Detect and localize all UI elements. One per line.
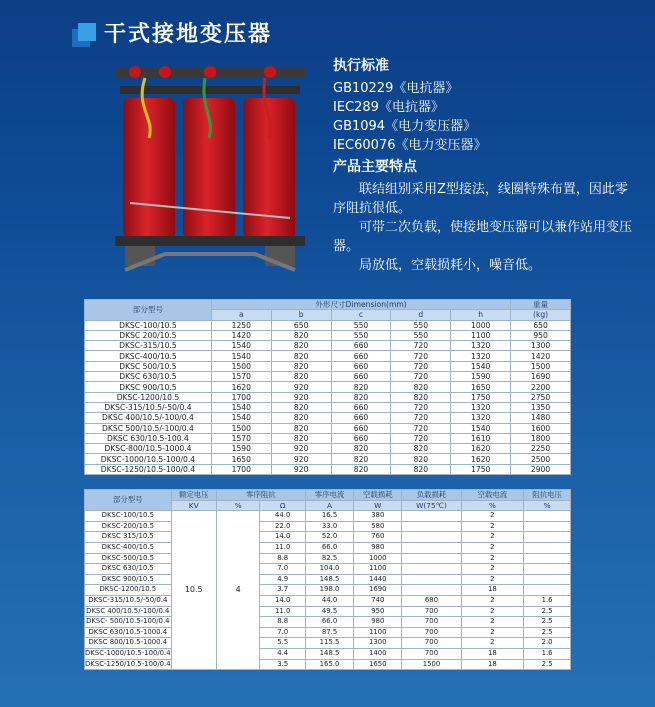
table-row bbox=[85, 433, 571, 443]
header-impedance-voltage: 阻抗电压 bbox=[524, 490, 571, 501]
model-cell: DKSC 200/10.5 bbox=[85, 330, 212, 340]
value-cell: 1400 bbox=[354, 648, 402, 659]
value-cell bbox=[524, 553, 571, 564]
value-cell: 66.0 bbox=[305, 617, 353, 628]
value-cell: 1600 bbox=[511, 423, 571, 433]
unit-cell: % bbox=[524, 500, 571, 511]
value-cell: 820 bbox=[331, 392, 391, 402]
value-cell: 2900 bbox=[511, 464, 571, 474]
value-cell: 1620 bbox=[211, 382, 271, 392]
table-row bbox=[85, 320, 571, 330]
model-cell: DKSC-315/10.5/-50/0.4 bbox=[85, 402, 212, 412]
spec-text bbox=[333, 57, 633, 275]
value-cell: 4.4 bbox=[260, 648, 305, 659]
table-row bbox=[85, 595, 571, 606]
value-cell: 660 bbox=[331, 413, 391, 423]
value-cell: 52.0 bbox=[305, 532, 353, 543]
value-cell bbox=[524, 542, 571, 553]
value-cell: 2 bbox=[461, 638, 524, 649]
value-cell: 8.8 bbox=[260, 553, 305, 564]
title-block bbox=[78, 12, 272, 52]
value-cell: 920 bbox=[271, 392, 331, 402]
value-cell: 550 bbox=[391, 330, 451, 340]
value-cell: 11.0 bbox=[260, 606, 305, 617]
value-cell: 1690 bbox=[511, 372, 571, 382]
value-cell: 1100 bbox=[354, 564, 402, 575]
value-cell: 820 bbox=[391, 464, 451, 474]
value-cell: 2 bbox=[461, 532, 524, 543]
value-cell: 5.5 bbox=[260, 638, 305, 649]
value-cell: 820 bbox=[331, 454, 391, 464]
value-cell: 820 bbox=[271, 351, 331, 361]
electrical-table bbox=[84, 489, 571, 670]
table-row bbox=[85, 585, 571, 596]
unit-cell: % bbox=[216, 500, 260, 511]
value-cell: 2750 bbox=[511, 392, 571, 402]
value-cell: 1420 bbox=[511, 351, 571, 361]
table-row bbox=[85, 638, 571, 649]
value-cell: 2 bbox=[461, 521, 524, 532]
value-cell: 920 bbox=[271, 382, 331, 392]
table-row bbox=[85, 444, 571, 454]
value-cell: 920 bbox=[271, 454, 331, 464]
value-cell: 1000 bbox=[354, 553, 402, 564]
value-cell: 1.6 bbox=[524, 595, 571, 606]
value-cell: 2 bbox=[461, 553, 524, 564]
value-cell: 2 bbox=[461, 564, 524, 575]
value-cell: 14.0 bbox=[260, 595, 305, 606]
value-cell: 1700 bbox=[211, 464, 271, 474]
header-dim-col: c bbox=[331, 310, 391, 320]
value-cell: 1610 bbox=[451, 433, 511, 443]
value-cell: 1650 bbox=[451, 382, 511, 392]
value-cell: 820 bbox=[271, 341, 331, 351]
value-cell: 2 bbox=[461, 595, 524, 606]
value-cell: 1320 bbox=[451, 413, 511, 423]
value-cell: 2250 bbox=[511, 444, 571, 454]
value-cell: 18 bbox=[461, 585, 524, 596]
model-cell: DKSC 900/10.5 bbox=[85, 382, 212, 392]
value-cell: 2.0 bbox=[524, 638, 571, 649]
value-cell: 7.0 bbox=[260, 564, 305, 575]
value-cell: 1420 bbox=[211, 330, 271, 340]
value-cell: 720 bbox=[391, 351, 451, 361]
unit-cell: W(75℃) bbox=[402, 500, 461, 511]
value-cell: 1700 bbox=[211, 392, 271, 402]
value-cell: 18 bbox=[461, 648, 524, 659]
value-cell: 2.5 bbox=[524, 627, 571, 638]
value-cell: 1620 bbox=[451, 454, 511, 464]
table-row bbox=[85, 532, 571, 543]
value-cell: 1570 bbox=[211, 372, 271, 382]
features-heading: 产品主要特点 bbox=[333, 159, 417, 175]
table-row bbox=[85, 413, 571, 423]
header-weight-unit: (kg) bbox=[511, 310, 571, 320]
value-cell: 1300 bbox=[354, 638, 402, 649]
model-cell: DKSC 500/10.5 bbox=[85, 361, 212, 371]
table-row bbox=[85, 341, 571, 351]
value-cell: 720 bbox=[391, 433, 451, 443]
table-row bbox=[85, 361, 571, 371]
model-cell: DKSC- 500/10.5-100/0.4 bbox=[86, 617, 170, 626]
model-cell: DKSC 800/10.5-1000.4 bbox=[85, 638, 172, 649]
value-cell: 820 bbox=[271, 330, 331, 340]
value-cell bbox=[402, 574, 461, 585]
table-row bbox=[85, 511, 571, 522]
value-cell: 1500 bbox=[511, 361, 571, 371]
value-cell: 820 bbox=[391, 392, 451, 402]
value-cell: 720 bbox=[391, 402, 451, 412]
value-cell: 1440 bbox=[354, 574, 402, 585]
header-rated-voltage: 额定电压 bbox=[171, 490, 216, 501]
value-cell: 660 bbox=[331, 423, 391, 433]
value-cell: 550 bbox=[331, 320, 391, 330]
model-cell: DKSC-500/10.5 bbox=[85, 553, 172, 564]
value-cell: 740 bbox=[354, 595, 402, 606]
value-cell bbox=[402, 553, 461, 564]
model-cell: DKSC-800/10.5-1000.4 bbox=[85, 444, 212, 454]
table-row bbox=[85, 627, 571, 638]
value-cell: 1620 bbox=[451, 444, 511, 454]
dimensions-table-body bbox=[85, 320, 571, 474]
value-cell: 580 bbox=[354, 521, 402, 532]
header-load-loss: 负载损耗 bbox=[402, 490, 461, 501]
value-cell: 3.7 bbox=[260, 585, 305, 596]
value-cell: 14.0 bbox=[260, 532, 305, 543]
table-row bbox=[85, 542, 571, 553]
value-cell: 1540 bbox=[211, 413, 271, 423]
value-cell: 720 bbox=[391, 341, 451, 351]
value-cell: 680 bbox=[402, 595, 461, 606]
model-cell: DKSC 900/10.5 bbox=[85, 574, 172, 585]
value-cell: 660 bbox=[331, 372, 391, 382]
model-cell: DKSC 630/10.5 bbox=[85, 372, 212, 382]
value-cell: 1500 bbox=[211, 361, 271, 371]
value-cell bbox=[524, 585, 571, 596]
model-cell: DKSC 630/10.5-1000.4 bbox=[85, 627, 172, 638]
value-cell: 2 bbox=[461, 627, 524, 638]
table-row bbox=[85, 423, 571, 433]
table-row bbox=[85, 372, 571, 382]
value-cell: 82.5 bbox=[305, 553, 353, 564]
value-cell: 820 bbox=[271, 413, 331, 423]
header-zero-seq-current: 零序电流 bbox=[305, 490, 353, 501]
value-cell: 720 bbox=[391, 413, 451, 423]
value-cell bbox=[524, 564, 571, 575]
value-cell: 820 bbox=[271, 423, 331, 433]
value-cell: 2500 bbox=[511, 454, 571, 464]
model-cell: DKSC-100/10.5 bbox=[85, 511, 172, 522]
value-cell: 700 bbox=[402, 627, 461, 638]
value-cell: 820 bbox=[271, 433, 331, 443]
value-cell: 2 bbox=[461, 542, 524, 553]
value-cell: 2 bbox=[461, 617, 524, 628]
value-cell: 11.0 bbox=[260, 542, 305, 553]
unit-cell: KV bbox=[171, 500, 216, 511]
value-cell: 1250 bbox=[211, 320, 271, 330]
value-cell: 2.5 bbox=[524, 606, 571, 617]
table-row bbox=[85, 351, 571, 361]
value-cell bbox=[524, 521, 571, 532]
model-cell: DKSC-1200/10.5 bbox=[85, 392, 212, 402]
model-cell: DKSC 500/10.5/-100/0.4 bbox=[85, 423, 212, 433]
value-cell: 820 bbox=[271, 402, 331, 412]
header-zero-seq-impedance: 零序阻抗 bbox=[216, 490, 305, 501]
header-no-load-loss: 空载损耗 bbox=[354, 490, 402, 501]
value-cell: 660 bbox=[331, 341, 391, 351]
value-cell bbox=[402, 532, 461, 543]
value-cell: 1800 bbox=[511, 433, 571, 443]
value-cell: 87.5 bbox=[305, 627, 353, 638]
table-row bbox=[85, 659, 571, 670]
table-row bbox=[85, 521, 571, 532]
table-row bbox=[85, 564, 571, 575]
value-cell: 16.5 bbox=[305, 511, 353, 522]
value-cell: 760 bbox=[354, 532, 402, 543]
model-cell: DKSC 630/10.5-100.4 bbox=[85, 433, 212, 443]
value-cell: 1100 bbox=[354, 627, 402, 638]
value-cell: 44.0 bbox=[260, 511, 305, 522]
model-cell: DKSC-400/10.5 bbox=[85, 542, 172, 553]
value-cell: 1100 bbox=[451, 330, 511, 340]
table-row bbox=[85, 553, 571, 564]
model-cell: DKSC-200/10.5 bbox=[85, 521, 172, 532]
value-cell: 22.0 bbox=[260, 521, 305, 532]
value-cell: 198.0 bbox=[305, 585, 353, 596]
electrical-table-body bbox=[85, 511, 571, 670]
standard-item: IEC289《电抗器》 bbox=[333, 100, 444, 115]
header-dim-col: b bbox=[271, 310, 331, 320]
value-cell: 720 bbox=[391, 361, 451, 371]
model-cell: DKSC 400/10.5/-100/0.4 bbox=[86, 606, 170, 615]
value-cell: 1480 bbox=[511, 413, 571, 423]
value-cell: 104.0 bbox=[305, 564, 353, 575]
value-cell: 820 bbox=[271, 361, 331, 371]
model-cell: DKSC-315/10.5/-50/0.4 bbox=[85, 595, 172, 606]
value-cell: 950 bbox=[511, 330, 571, 340]
value-cell: 700 bbox=[402, 617, 461, 628]
value-cell: 820 bbox=[391, 382, 451, 392]
value-cell: 650 bbox=[271, 320, 331, 330]
standard-item: GB10229《电抗器》 bbox=[333, 81, 459, 96]
model-cell: DKSC-100/10.5 bbox=[85, 320, 212, 330]
value-cell: 380 bbox=[354, 511, 402, 522]
value-cell: 660 bbox=[331, 361, 391, 371]
value-cell: 820 bbox=[331, 444, 391, 454]
value-cell: 980 bbox=[354, 542, 402, 553]
model-cell: DKSC-1000/10.5-100/0.4 bbox=[85, 649, 171, 657]
title-square-icon bbox=[78, 23, 96, 41]
feature-paragraph: 可带二次负载，使接地变压器可以兼作站用变压器。 bbox=[333, 220, 633, 254]
value-cell: 1300 bbox=[511, 341, 571, 351]
value-cell: 1320 bbox=[451, 402, 511, 412]
value-cell: 1540 bbox=[211, 351, 271, 361]
value-cell bbox=[524, 574, 571, 585]
value-cell: 660 bbox=[331, 351, 391, 361]
unit-cell: A bbox=[305, 500, 353, 511]
model-cell: DKSC-1250/10.5-100/0.4 bbox=[85, 464, 212, 474]
table-row bbox=[85, 382, 571, 392]
value-cell: 950 bbox=[354, 606, 402, 617]
feature-paragraph: 局放低，空载损耗小，噪音低。 bbox=[359, 258, 542, 273]
value-cell: 1540 bbox=[211, 402, 271, 412]
model-cell: DKSC-1200/10.5 bbox=[85, 585, 172, 596]
value-cell: 700 bbox=[402, 648, 461, 659]
value-cell: 650 bbox=[511, 320, 571, 330]
table-row bbox=[85, 402, 571, 412]
value-cell: 4.9 bbox=[260, 574, 305, 585]
value-cell: 1000 bbox=[451, 320, 511, 330]
value-cell: 660 bbox=[331, 433, 391, 443]
model-cell: DKSC-1000/10.5-100/0.4 bbox=[85, 454, 212, 464]
dimensions-table bbox=[84, 299, 571, 475]
model-cell: DKSC 630/10.5 bbox=[85, 564, 172, 575]
header-model: 部分型号 bbox=[85, 490, 172, 511]
value-cell: 1540 bbox=[451, 423, 511, 433]
value-cell bbox=[402, 564, 461, 575]
value-cell: 1750 bbox=[451, 464, 511, 474]
value-cell: 1500 bbox=[402, 659, 461, 670]
value-cell: 115.5 bbox=[305, 638, 353, 649]
value-cell bbox=[402, 542, 461, 553]
value-cell: 1590 bbox=[451, 372, 511, 382]
value-cell: 660 bbox=[331, 402, 391, 412]
header-dim-col: h bbox=[451, 310, 511, 320]
standard-item: GB1094《电力变压器》 bbox=[333, 119, 477, 134]
value-cell: 2 bbox=[461, 606, 524, 617]
table-row bbox=[85, 606, 571, 617]
header-dim-col: a bbox=[211, 310, 271, 320]
value-cell: 1750 bbox=[451, 392, 511, 402]
value-cell: 1320 bbox=[451, 341, 511, 351]
value-cell: 165.0 bbox=[305, 659, 353, 670]
value-cell: 1320 bbox=[451, 351, 511, 361]
value-cell: 1.6 bbox=[524, 648, 571, 659]
unit-cell: Ω bbox=[260, 500, 305, 511]
table-row bbox=[85, 617, 571, 628]
value-cell: 33.0 bbox=[305, 521, 353, 532]
header-dimensions: 外形尺寸Dimension(mm) bbox=[211, 300, 510, 310]
value-cell: 820 bbox=[391, 444, 451, 454]
table-row bbox=[85, 464, 571, 474]
value-cell: 1650 bbox=[211, 454, 271, 464]
value-cell: 920 bbox=[271, 464, 331, 474]
header-dim-col: d bbox=[391, 310, 451, 320]
value-cell: 720 bbox=[391, 423, 451, 433]
value-cell: 720 bbox=[391, 372, 451, 382]
value-cell: 2 bbox=[461, 574, 524, 585]
value-cell bbox=[524, 532, 571, 543]
model-cell: DKSC-1250/10.5-100/0.4 bbox=[85, 659, 171, 668]
table-row bbox=[85, 330, 571, 340]
value-cell: 7.0 bbox=[260, 627, 305, 638]
value-cell: 1500 bbox=[211, 423, 271, 433]
table-row bbox=[85, 574, 571, 585]
transformer-photo bbox=[105, 58, 315, 288]
value-cell: 1540 bbox=[211, 341, 271, 351]
value-cell: 148.5 bbox=[305, 648, 353, 659]
value-cell: 1650 bbox=[354, 659, 402, 670]
unit-cell: % bbox=[461, 500, 524, 511]
model-cell: DKSC-315/10.5 bbox=[85, 341, 212, 351]
value-cell: 550 bbox=[331, 330, 391, 340]
value-cell: 920 bbox=[271, 444, 331, 454]
value-cell: 820 bbox=[391, 454, 451, 464]
value-cell: 1570 bbox=[211, 433, 271, 443]
unit-cell: W bbox=[354, 500, 402, 511]
value-cell: 1540 bbox=[451, 361, 511, 371]
value-cell: 2200 bbox=[511, 382, 571, 392]
standards-heading: 执行标准 bbox=[333, 58, 389, 74]
value-cell bbox=[402, 521, 461, 532]
value-cell bbox=[402, 585, 461, 596]
value-cell: 1590 bbox=[211, 444, 271, 454]
value-cell: 2 bbox=[461, 511, 524, 522]
zero-seq-pct-cell: 4 bbox=[216, 511, 260, 670]
table-row bbox=[85, 392, 571, 402]
model-cell: DKSC 315/10.5 bbox=[85, 532, 172, 543]
table-row bbox=[85, 648, 571, 659]
value-cell bbox=[402, 511, 461, 522]
model-cell: DKSC-400/10.5 bbox=[85, 351, 212, 361]
value-cell: 1350 bbox=[511, 402, 571, 412]
value-cell: 3.5 bbox=[260, 659, 305, 670]
standard-item: IEC60076《电力变压器》 bbox=[333, 138, 487, 153]
value-cell: 8.8 bbox=[260, 617, 305, 628]
feature-paragraph: 联结组别采用Z型接法，线圈特殊布置，因此零序阻抗很低。 bbox=[333, 182, 628, 216]
header-no-load-current: 空载电流 bbox=[461, 490, 524, 501]
value-cell: 66.0 bbox=[305, 542, 353, 553]
table-row bbox=[85, 454, 571, 464]
value-cell: 820 bbox=[271, 372, 331, 382]
value-cell: 550 bbox=[391, 320, 451, 330]
value-cell: 148.5 bbox=[305, 574, 353, 585]
value-cell: 18 bbox=[461, 659, 524, 670]
value-cell: 980 bbox=[354, 617, 402, 628]
value-cell bbox=[524, 511, 571, 522]
value-cell: 1690 bbox=[354, 585, 402, 596]
rated-voltage-cell: 10.5 bbox=[171, 511, 216, 670]
value-cell: 2.5 bbox=[524, 659, 571, 670]
header-model: 部分型号 bbox=[85, 300, 212, 321]
value-cell: 2.5 bbox=[524, 617, 571, 628]
model-cell: DKSC 400/10.5/-100/0.4 bbox=[85, 413, 212, 423]
header-weight: 重量 bbox=[511, 300, 571, 310]
value-cell: 49.5 bbox=[305, 606, 353, 617]
value-cell: 700 bbox=[402, 606, 461, 617]
value-cell: 820 bbox=[331, 464, 391, 474]
page-title: 干式接地变压器 bbox=[104, 21, 273, 47]
value-cell: 44.0 bbox=[305, 595, 353, 606]
value-cell: 820 bbox=[331, 382, 391, 392]
value-cell: 700 bbox=[402, 638, 461, 649]
